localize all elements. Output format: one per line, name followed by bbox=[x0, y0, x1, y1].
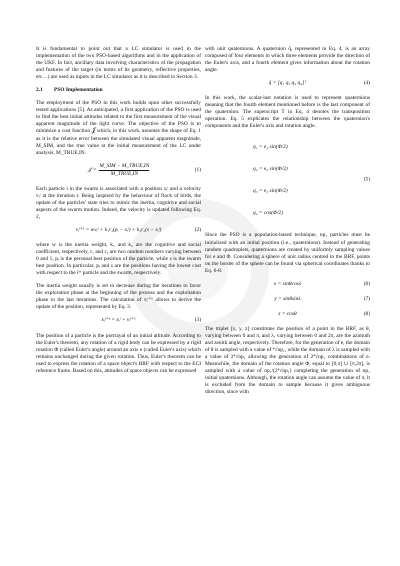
paragraph: The inertia weight usually is set to decrease during the iterations to favor the exploration phase at the beginning of the process and the exploitation phase in the last iterations. The calculation of vᵢᵗ⁺¹ allows to derive the update of the position, represented by Eq. 3. bbox=[36, 283, 201, 311]
section-heading bbox=[36, 87, 201, 94]
paragraph: with unit quaternions. A quaternion q̄, represented in Eq. 4, is an array composed of four elements in which three elements provide the direction of the Euler's axis, and a fourth element gives information about the rotation angle. bbox=[205, 46, 370, 74]
equation-body: x = sinθcosλ bbox=[273, 280, 302, 287]
equation-number: (7) bbox=[363, 295, 370, 302]
equation-number: (3) bbox=[194, 317, 201, 324]
equation-3 bbox=[36, 317, 201, 324]
equation-row: q₁ = e₁ sin(Φ/2) bbox=[253, 143, 288, 150]
equation-4 bbox=[205, 80, 370, 87]
equation-7 bbox=[205, 296, 370, 303]
equation-system bbox=[253, 136, 288, 224]
equation-number: (8) bbox=[363, 310, 370, 317]
equation-lhs: 𝒥 = bbox=[87, 166, 97, 173]
paragraph: where w is the inertia weight, k₁ and k₂ are the cognitive and social coefficient, respectively, r₁ and r₂ are two random numbers varying between 0 and 1, pᵢ is the personal best position of the particle, while s is the swarm best position. In particular, pᵢ and s are the positions having the lowest cost with respect to the iᵗʰ particle and the swarm, respectively. bbox=[36, 242, 201, 277]
paragraph: It is fundamental to point out that a LC simulator is used in the implementation of the two PSO-based algorithms and in the application of the UKF. In fact, ancillary data involving characteristics of the propagation and features of the target (in terms of its geometry, reflective properties, etc…) are used as inputs in the LC simulator as it is described in Section 3. bbox=[36, 46, 201, 81]
paragraph: In this work, the scalar-last notation is used to represent quaternions meaning that the fourth element mentioned before is the last component of the quaternion. The superscript T in Eq. 4 denotes the transposition operation. Eq. 5 explicates the relationship between the quaternion's components and the Euler's axis and rotation angle. bbox=[205, 95, 370, 130]
paragraph: Each particle i in the swarm is associated with a position xᵢᵗ and a velocity vᵢᵗ at the iteration t. Being inspired by the behaviour of flock of birds, the update of the particles' state tries to mimic the inertia, cognitive and social aspects of the swarm motion. Indeed, the velocity is updated following Eq. 2, bbox=[36, 185, 201, 220]
equation-5 bbox=[205, 136, 370, 224]
equation-row: q₃ = e₃ sin(Φ/2) bbox=[253, 187, 288, 194]
fraction-numerator: M_SIM − M_TRUE,IN bbox=[99, 162, 150, 169]
equation-8 bbox=[205, 311, 370, 318]
equation-body: vᵢᵗ⁺¹ = wvᵢᵗ + k₁r₁(pᵢ − xᵢᵗ) + k₂r₂(s − xᵢᵗ) bbox=[75, 226, 162, 233]
left-column bbox=[36, 46, 201, 381]
equation-number: (1) bbox=[194, 166, 201, 173]
paragraph: Since the PSO is a population-based technique, np₁ particles must be initialized with an initial position (i.e., quaternions). Instead of generating random quadruplets, quaternions are created by uniformly sampling values for e and Φ. Considering a sphere of unit radius centred in the BRF, points on the border of the sphere can be found via spherical coordinates thanks to Eq. 6-8. bbox=[205, 232, 370, 274]
paragraph: The position of a particle is the portrayal of an initial attitude. According to the Euler's theorem, any rotation of a rigid body can be expressed by a rigid rotation Φ (called Euler's angle) around an axis e (called Euler's axis) which remains unchanged during the given rotation. Thus, Euler's theorem can be used to express the rotation of a space object's BRF with respect to the ECI reference frame. Based on this, attitudes of space objects can be expressed bbox=[36, 332, 201, 374]
equation-body: z = cosθ bbox=[278, 310, 297, 317]
equation-number: (2) bbox=[194, 226, 201, 233]
section-number: 2.1 bbox=[36, 87, 43, 94]
equation-6 bbox=[205, 281, 370, 288]
equation-2 bbox=[36, 227, 201, 234]
right-column bbox=[205, 46, 370, 402]
section-title: PSO Implementation bbox=[54, 87, 103, 94]
equation-number: (5) bbox=[363, 176, 370, 183]
paragraph: The employment of the PSO in this work builds upon other successfully tested applications [5]. As anticipated, a first application of the PSO is used to find the best initial attitudes related to the first measurement of the visual apparent magnitude of the light curve. The objective of the PSO is to minimize a cost function 𝒥 which, in this work, assumes the shape of Eq. 1 as it is the relative error between the simulated visual apparent magnitude, M_SIM, and the true value at the initial measurement of the LC under analysis, M_TRUE,IN. bbox=[36, 100, 201, 156]
equation-number: (6) bbox=[363, 280, 370, 287]
equation-fraction bbox=[99, 163, 149, 178]
equation-row: q₄ = cos(Φ/2) bbox=[253, 209, 283, 216]
fraction-denominator: M_TRUE,IN bbox=[110, 170, 139, 177]
equation-number: (4) bbox=[363, 80, 370, 87]
paragraph: The triplet [x, y, z] constitutes the position of a point in the BRF, as θ, varying between 0 and π, and λ, varying between 0 and 2π, are the azimuth and zenith angle, respectively. Therefore, for the generation of e, the domain of θ is sampled with a value of ⁴√np₁, while the domain of λ is sampled with a value of 2⁴√np₁ allowing the generation of 2⁴√np₁ combinations of e. Meanwhile, the domain of the rotation angle Φ, equal to [0,π] ∪ [π,2π], is sampled with a value of np₁/(2⁴√np₁) completing the generation of np₁ initial quaternions. Although, the rotation angle can assume the value of π, it is excluded from the domain to sample because it gives ambiguous direction, since with bbox=[205, 325, 370, 396]
equation-1 bbox=[36, 163, 201, 178]
equation-body: y = sinθsinλ bbox=[274, 295, 301, 302]
equation-row: q₂ = e₂ sin(Φ/2) bbox=[253, 165, 288, 172]
equation-body: xᵢᵗ⁺¹ = xᵢᵗ + vᵢᵗ⁺¹ bbox=[101, 317, 136, 324]
equation-body: q̄ = [q₁ q₂ q₃ q₄]ᵀ bbox=[268, 80, 307, 87]
